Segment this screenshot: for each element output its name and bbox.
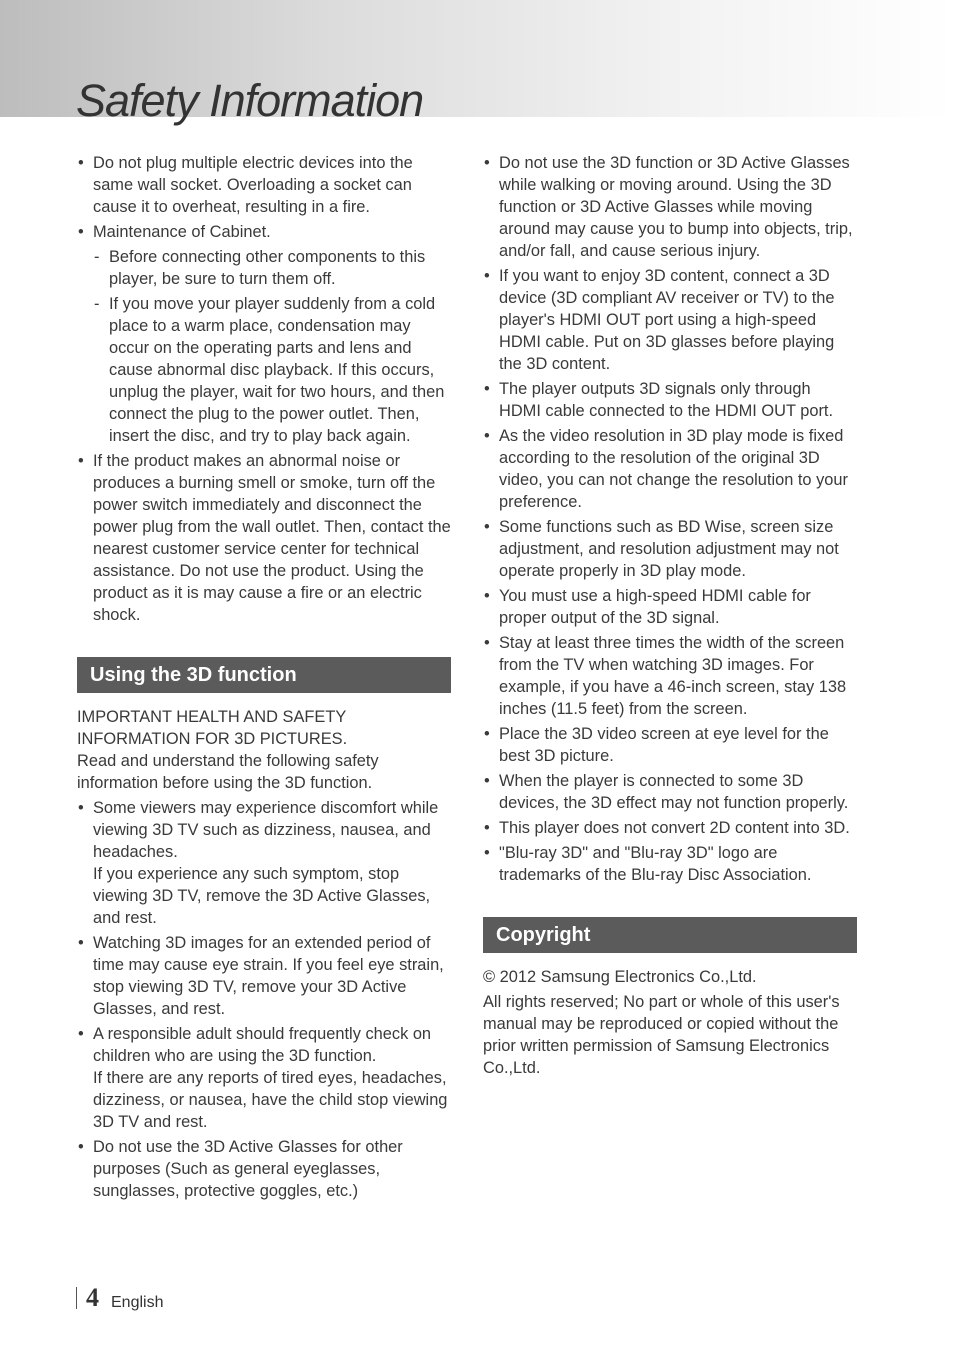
- list-item: • As the video resolution in 3D play mode is fixed according to the resolution of the original 3D video, you can not change the resolution to your preference.: [483, 425, 857, 513]
- section-heading-3d: Using the 3D function: [77, 657, 451, 693]
- safety-bullet-list: [77, 152, 451, 626]
- list-item: • If you want to enjoy 3D content, connect a 3D device (3D compliant AV receiver or TV) to the player's HDMI OUT port using a high-speed HDMI cable. Put on 3D glasses before playing the 3D content.: [483, 265, 857, 375]
- bullet-extra: If you experience any such symptom, stop viewing 3D TV, remove the 3D Active Glasses, and rest.: [93, 865, 431, 927]
- bullet-text: • Do not use the 3D Active Glasses for other purposes (Such as general eyeglasses, sunglasses, protective goggles, etc.): [93, 1138, 403, 1200]
- bullet-text: • If the product makes an abnormal noise or produces a burning smell or smoke, turn off the power switch immediately and disconnect the power plug from the wall outlet. Then, contact the nearest customer service center for technical assistance. Do not use the product. Using the product as it is may cause a fire or an electric shock.: [93, 452, 451, 624]
- sub-list: [93, 246, 451, 447]
- 3d-caution-list: [483, 152, 857, 886]
- page-title: Safety Information: [76, 75, 424, 126]
- left-column: [77, 152, 451, 1205]
- 3d-bullet-list: [77, 797, 451, 1202]
- intro-warning: IMPORTANT HEALTH AND SAFETY INFORMATION FOR 3D PICTURES.: [77, 708, 348, 748]
- footer-divider: [76, 1287, 77, 1309]
- bullet-text: • A responsible adult should frequently check on children who are using the 3D function.: [93, 1025, 432, 1065]
- bullet-text: • Some viewers may experience discomfort while viewing 3D TV such as dizziness, nausea, and headaches.: [93, 799, 439, 861]
- page-number: 4: [86, 1283, 99, 1312]
- bullet-extra: If there are any reports of tired eyes, headaches, dizziness, or nausea, have the child stop viewing 3D TV and rest.: [93, 1069, 448, 1131]
- list-item: • Place the 3D video screen at eye level for the best 3D picture.: [483, 723, 857, 767]
- copyright-notice: © 2012 Samsung Electronics Co.,Ltd.: [483, 968, 757, 986]
- list-item: [77, 797, 451, 929]
- sub-item: - If you move your player suddenly from a cold place to a warm place, condensation may occur on the operating parts and lens and cause abnormal disc playback. If this occurs, unplug the player, wait for two hours, and then connect the plug to the power outlet. Then, insert the disc, and try to play back again.: [93, 293, 451, 447]
- list-item: • When the player is connected to some 3D devices, the 3D effect may not function properly.: [483, 770, 857, 814]
- sub-item: - Before connecting other components to this player, be sure to turn them off.: [93, 246, 451, 290]
- list-item: • "Blu-ray 3D" and "Blu-ray 3D" logo are trademarks of the Blu-ray Disc Association.: [483, 842, 857, 886]
- list-item: [77, 1136, 451, 1202]
- bullet-text: • Do not plug multiple electric devices into the same wall socket. Overloading a socket can cause it to overheat, resulting in a fire.: [93, 154, 413, 216]
- list-item: [77, 1023, 451, 1133]
- list-item: • The player outputs 3D signals only through HDMI cable connected to the HDMI OUT port.: [483, 378, 857, 422]
- list-item: • You must use a high-speed HDMI cable for proper output of the 3D signal.: [483, 585, 857, 629]
- list-item: • This player does not convert 2D content into 3D.: [483, 817, 857, 839]
- list-item: [77, 450, 451, 626]
- copyright-text: All rights reserved; No part or whole of this user's manual may be reproduced or copied without the prior written permission of Samsung Electronics Co.,Ltd.: [483, 993, 840, 1077]
- list-item: • Stay at least three times the width of the screen from the TV when watching 3D images. For example, if you have a 46-inch screen, stay 138 inches (11.5 feet) from the screen.: [483, 632, 857, 720]
- list-item: • Do not use the 3D function or 3D Active Glasses while walking or moving around. Using the 3D function or 3D Active Glasses while moving around may cause you to bump into objects, trip, and/or fall, and cause serious injury.: [483, 152, 857, 262]
- section-heading-copyright: Copyright: [483, 917, 857, 953]
- bullet-text: • Watching 3D images for an extended period of time may cause eye strain. If you feel eye strain, stop viewing 3D TV, remove your 3D Active Glasses, and rest.: [93, 934, 444, 1018]
- list-item: • Some functions such as BD Wise, screen size adjustment, and resolution adjustment may not operate properly in 3D play mode.: [483, 516, 857, 582]
- list-item: [77, 152, 451, 218]
- list-item: [77, 932, 451, 1020]
- right-column: [483, 152, 857, 1079]
- intro-text: Read and understand the following safety information before using the 3D function.: [77, 752, 379, 792]
- list-item: [77, 221, 451, 447]
- language-label: English: [111, 1294, 164, 1311]
- bullet-text: • Maintenance of Cabinet.: [93, 223, 271, 241]
